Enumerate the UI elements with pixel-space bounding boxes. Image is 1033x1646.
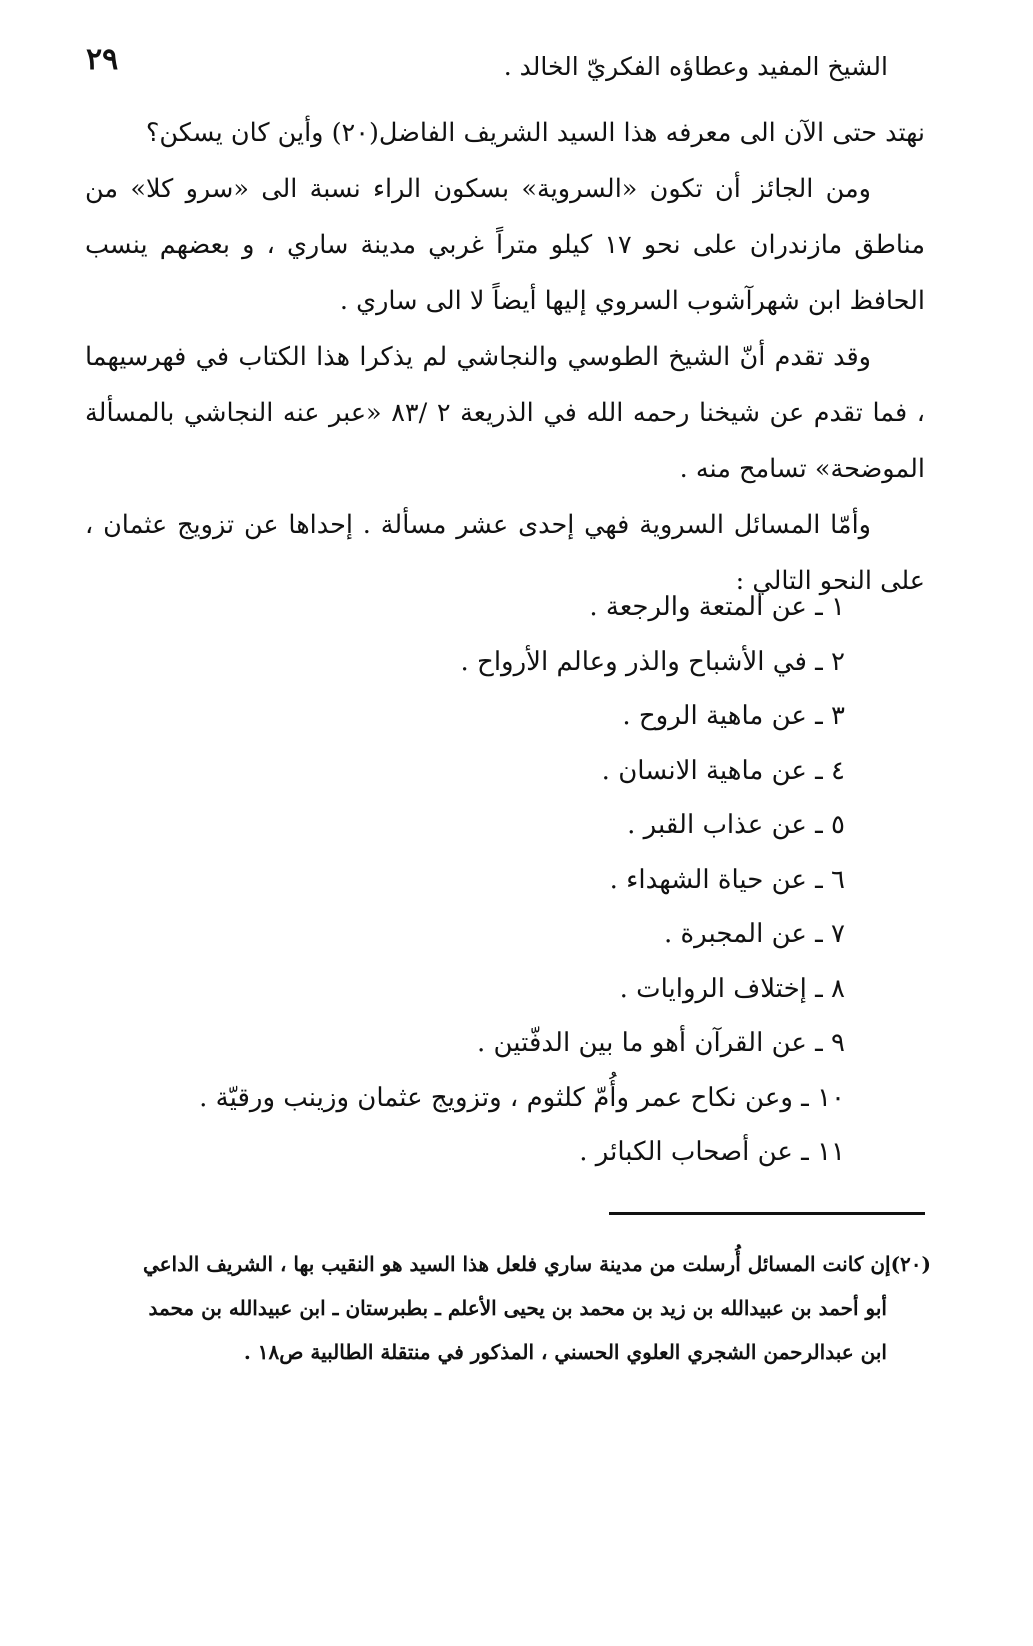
list-item: ١١ ـ عن أصحاب الكبائر . (579, 1137, 845, 1167)
list-item: ٩ ـ عن القرآن أهو ما بين الدفّتين . (476, 1028, 845, 1058)
page-number: ٢٩ (86, 42, 119, 77)
body-text (85, 105, 925, 609)
list-item: ١ ـ عن المتعة والرجعة . (589, 592, 845, 622)
footnote-line: ابن عبدالرحمن الشجري العلوي الحسني ، المذكور في منتقلة الطالبية ص١٨ . (243, 1340, 887, 1364)
list-item: ١٠ ـ وعن نكاح عمر وأُمّ كلثوم ، وتزويج عثمان وزينب ورقيّة . (199, 1082, 845, 1113)
list-item: ٤ ـ عن ماهية الانسان . (601, 755, 845, 786)
issues-list (85, 580, 845, 1180)
running-header-title: الشيخ المفيد وعطاؤه الفكريّ الخالد . (503, 52, 888, 81)
footnote-line: (٢٠)إن كانت المسائل أُرسلت من مدينة ساري فلعل هذا السيد هو النقيب بها ، الشريف الداعي (142, 1252, 931, 1276)
paragraph-issues-intro: وأمّا المسائل السروية فهي إحدى عشر مسألة . إحداها عن تزويج عثمان ، على النحو التالي : (85, 510, 925, 596)
paragraph-continuation: نهتد حتى الآن الى معرفه هذا السيد الشريف الفاضل(٢٠) وأين كان يسكن؟ (145, 118, 925, 148)
list-item: ٦ ـ عن حياة الشهداء . (609, 864, 845, 895)
list-item: ٥ ـ عن عذاب القبر . (627, 810, 845, 840)
list-item: ٣ ـ عن ماهية الروح . (622, 701, 845, 731)
list-item: ٨ ـ إختلاف الروايات . (619, 973, 845, 1004)
footnote-divider (609, 1212, 925, 1215)
paragraph-fihrist-note: وقد تقدم أنّ الشيخ الطوسي والنجاشي لم يذكرا هذا الكتاب في فهرسيهما ، فما تقدم عن شيخنا رحمه الله في الذريعة ٢ /٨٣ «عبر عنه النجاشي بالمسألة الموضحة» تسامح منه . (85, 342, 926, 484)
footnote (97, 1242, 931, 1374)
footnote-line: أبو أحمد بن عبيدالله بن زيد بن محمد بن يحيى الأعلم ـ بطبرستان ـ ابن عبيدالله بن محمد (148, 1296, 887, 1320)
list-item: ٧ ـ عن المجبرة . (664, 919, 845, 949)
list-item: ٢ ـ في الأشباح والذر وعالم الأرواح . (460, 646, 845, 677)
paragraph-sarawiya-origin: ومن الجائز أن تكون «السروية» بسكون الراء نسبة الى «سرو كلا» من مناطق مازندران على نحو ١٧ كيلو متراً غربي مدينة ساري ، و بعضهم ينسب الحافظ ابن شهرآشوب السروي إليها أيضاً لا الى ساري . (85, 174, 925, 316)
